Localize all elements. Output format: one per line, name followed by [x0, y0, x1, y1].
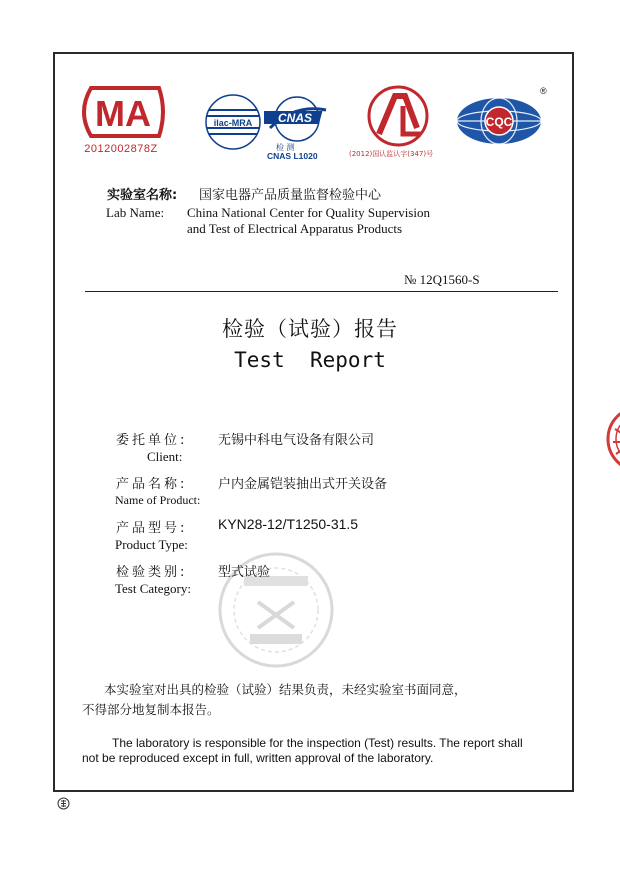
cnas-logo [264, 94, 330, 144]
svg-text:CNAS: CNAS [277, 111, 313, 125]
report-number: № 12Q1560-S [404, 272, 480, 287]
lab-name-cn-value: 国家电器产品质量监督检验中心 [199, 188, 382, 203]
cnas-subtitle: 检 测 [276, 143, 295, 152]
cal-logo [359, 84, 437, 148]
lab-name-en-value-line1: China National Center for Quality Supervision [187, 205, 430, 220]
edge-seal-icon [605, 404, 620, 474]
statement-en-line2: not be reproduced except in full, written approval of the laboratory. [82, 751, 434, 765]
product-name-label-en: Name of Product: [115, 493, 201, 507]
statement-cn-line1: 本实验室对出具的检验（试验）结果负责，未经实验室书面同意， [104, 682, 467, 697]
statement-en-line1: The laboratory is responsible for the inspection (Test) results. The report shall [112, 736, 523, 750]
cal-number: (2012)国认监认字(347)号 [349, 150, 434, 158]
cma-logo [73, 84, 169, 140]
report-number-rule [85, 291, 558, 292]
statement-cn-line2: 不得部分地复制本报告。 [82, 702, 220, 717]
cqc-logo [455, 96, 543, 146]
svg-text:CQC: CQC [485, 115, 513, 129]
registered-mark: ® [540, 86, 547, 96]
test-category-label-en: Test Category: [115, 581, 191, 596]
cma-number: 2012002878Z [84, 143, 158, 155]
test-category-value: 型式试验 [218, 565, 271, 580]
seal-stamp-icon [214, 548, 338, 672]
svg-text:ilac-MRA: ilac-MRA [213, 118, 253, 128]
client-label-en: Client: [147, 449, 183, 464]
test-category-label-cn: 检验类别: [116, 565, 188, 580]
ilac-mra-logo [201, 92, 273, 152]
lab-name-en-label: Lab Name: [106, 205, 165, 220]
corner-mark-icon [57, 797, 70, 810]
report-title-en: Test Report [234, 348, 386, 372]
cnas-code: CNAS L1020 [267, 151, 318, 161]
lab-name-en-value-line2: and Test of Electrical Apparatus Products [187, 221, 403, 236]
svg-text:MA: MA [95, 93, 151, 134]
product-type-label-en: Product Type: [115, 537, 188, 552]
product-type-value: KYN28-12/T1250-31.5 [218, 516, 359, 532]
product-name-value: 户内金属铠装抽出式开关设备 [218, 477, 388, 492]
client-value: 无锡中科电气设备有限公司 [218, 433, 375, 448]
product-type-label-cn: 产品型号: [116, 521, 188, 536]
lab-name-cn-label: 实验室名称: [107, 188, 178, 203]
report-title-cn: 检验（试验）报告 [222, 317, 398, 341]
product-name-label-cn: 产品名称: [116, 477, 188, 492]
client-label-cn: 委托单位: [116, 433, 188, 448]
